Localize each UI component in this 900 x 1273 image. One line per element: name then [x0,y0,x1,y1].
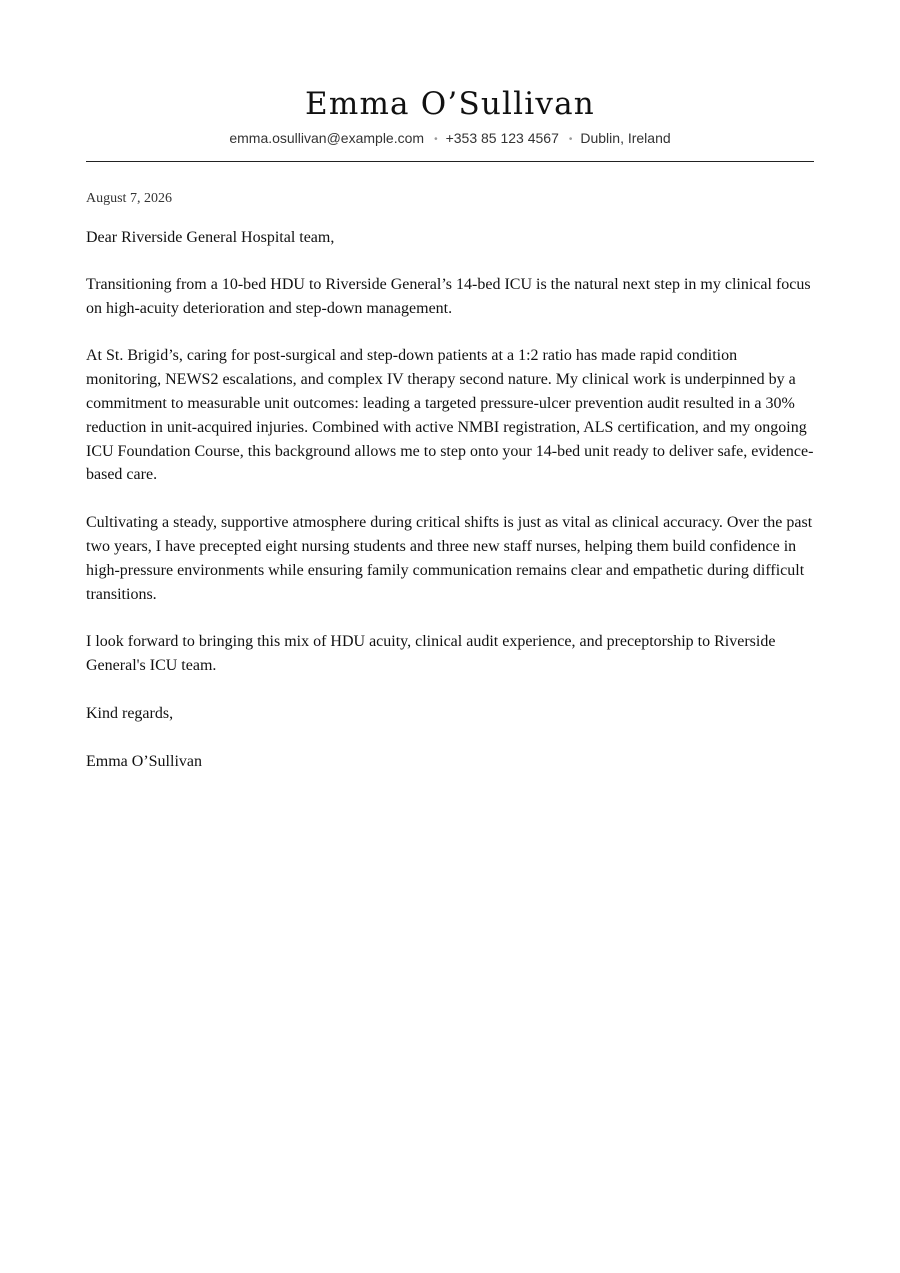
separator-dot: • [568,134,573,145]
contact-phone: +353 85 123 4567 [445,130,559,146]
letter-date: August 7, 2026 [86,191,172,206]
separator-dot: • [434,134,438,145]
body-paragraph-3: Cultivating a steady, supportive atmosphere during critical shifts is just as vital as clinical accuracy. Over the past two years, I have precepted eight nursing students and three new staff nurses, helping them build confidence in high-pressure environments while ensuring family communication remains clear and empathetic during difficult transitions. [86,514,813,603]
cover-letter-page [86,0,814,774]
contact-line [86,129,814,149]
contact-location: Dublin, Ireland [580,130,671,146]
salutation: Dear Riverside General Hospital team, [86,229,335,246]
body-paragraph-4: I look forward to bringing this mix of HDU acuity, clinical audit experience, and preceptorship to Riverside General's ICU team. [86,633,776,675]
body-paragraph-2: At St. Brigid’s, caring for post-surgical and step-down patients at a 1:2 ratio has made rapid condition monitoring, NEWS2 escalations, and complex IV therapy second nature. My clinical work is underpinned by a commitment to measurable unit outcomes: leading a targeted pressure-ulcer prevention audit resulted in a 30% reduction in unit-acquired injuries. Combined with active NMBI registration, ALS certification, and my ongoing ICU Foundation Course, this background allows me to step onto your 14-bed unit ready to deliver safe, evidence-based care. [86,347,814,484]
closing: Kind regards, [86,704,174,722]
signature-name: Emma O’Sullivan [86,752,202,770]
sender-name: Emma O’Sullivan [305,86,595,122]
contact-email: emma.osullivan@example.com [229,130,425,146]
letter-header [86,0,814,162]
header-divider [86,161,814,162]
body-paragraph-1: Transitioning from a 10-bed HDU to Riverside General’s 14-bed ICU is the natural next step in my clinical focus on high-acuity deterioration and step-down management. [86,275,811,317]
